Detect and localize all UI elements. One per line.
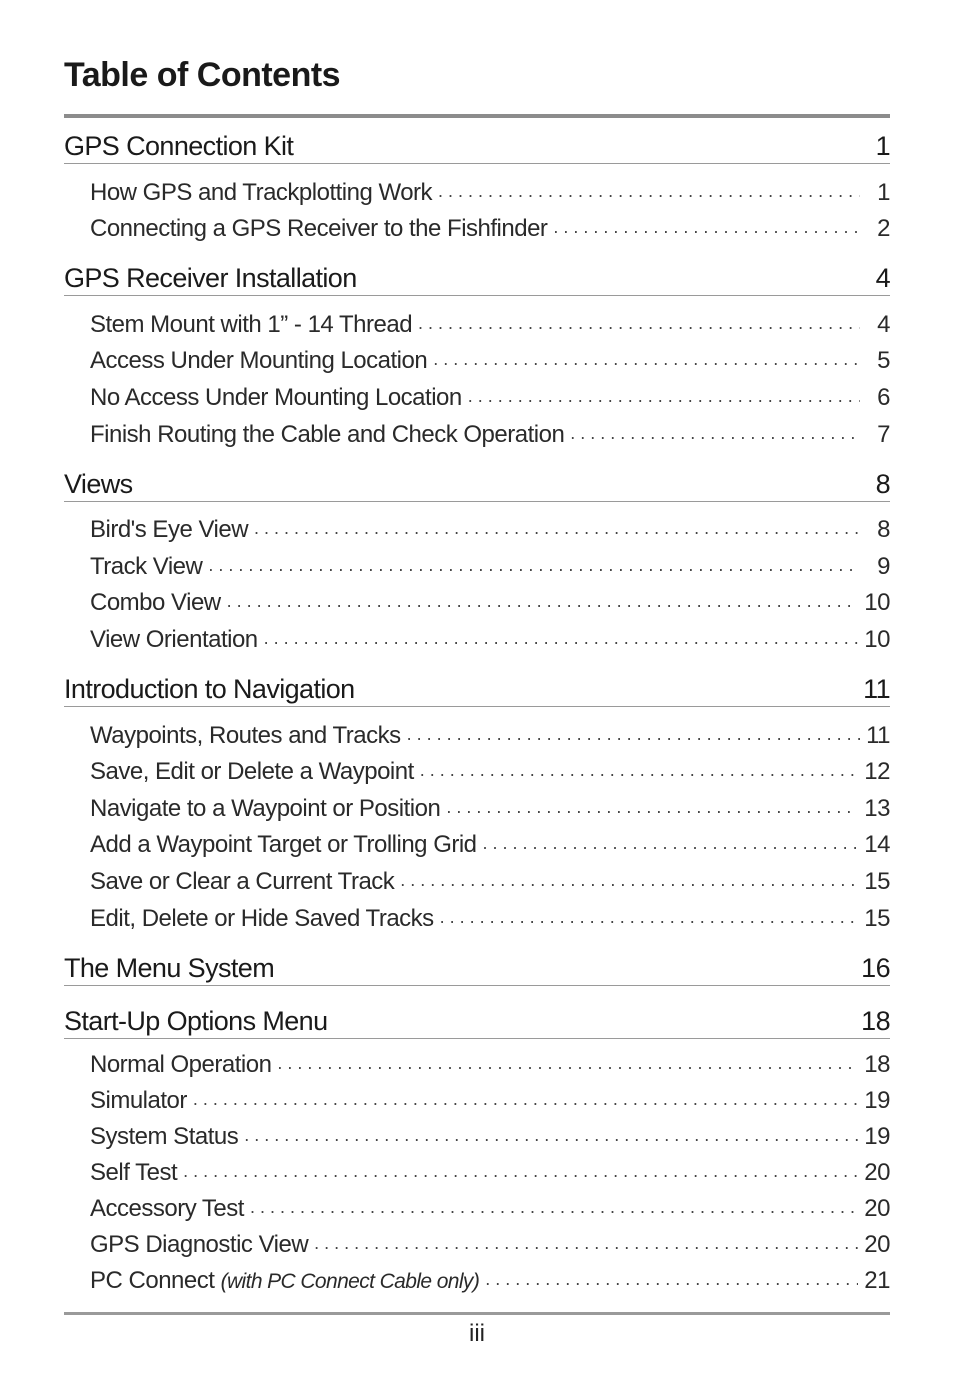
entry-title: Accessory Test [90,1194,244,1222]
entry-title: Combo View [90,589,221,617]
entry-title: System Status [90,1122,239,1150]
toc-section [64,671,890,933]
section-page-number: 18 [861,1005,890,1036]
entry-title: GPS Diagnostic View [90,1230,309,1258]
toc-entry[interactable] [90,1223,890,1259]
dot-leader [264,628,859,649]
entry-title: PC Connect [90,1266,215,1294]
entry-title: Save or Clear a Current Track [90,867,395,895]
entry-label [90,868,394,896]
toc-entry[interactable] [90,302,890,339]
entry-page-number: 8 [877,516,890,544]
entry-page-number: 6 [877,383,890,411]
toc-section [64,128,890,243]
entry-label [90,215,547,243]
entry-label [90,1159,177,1187]
toc-entry[interactable] [90,1259,890,1295]
section-heading[interactable] [64,466,890,502]
toc-entry[interactable] [90,375,890,412]
entry-note: (with PC Connect Cable only) [220,1269,480,1293]
entry-list [64,713,890,933]
toc-entry[interactable] [90,859,890,896]
dot-leader [277,1053,858,1074]
entry-title: No Access Under Mounting Location [90,383,462,411]
section-page-number: 1 [875,131,890,161]
entry-page-number: 4 [877,310,890,338]
toc-section [64,1003,890,1295]
toc-entry[interactable] [90,896,890,933]
title-divider [64,114,890,118]
toc-entry[interactable] [90,508,890,545]
section-page-number: 11 [863,673,890,704]
entry-page-number: 15 [864,867,890,895]
dot-leader [485,1269,858,1290]
dot-leader [570,423,860,444]
entry-page-number: 1 [877,178,890,206]
dot-leader [193,1089,858,1110]
section-page-number: 8 [875,468,890,499]
toc-entry[interactable] [90,581,890,618]
toc-section [64,466,890,654]
toc-entry[interactable] [90,1187,890,1223]
entry-page-number: 9 [877,552,890,580]
section-title: Introduction to Navigation [64,673,355,704]
toc-entry[interactable] [90,713,890,750]
entry-title: View Orientation [90,625,258,653]
dot-leader [244,1125,858,1146]
dot-leader [553,217,860,238]
dot-leader [438,181,860,202]
entry-page-number: 13 [864,794,890,822]
entry-page-number: 10 [864,589,890,617]
dot-leader [400,870,858,891]
entry-page-number: 20 [864,1194,890,1222]
entry-label [90,1087,187,1115]
page-title: Table of Contents [64,56,341,94]
entry-label [90,795,440,823]
entry-page-number: 11 [866,721,890,749]
entry-list [64,1043,890,1295]
entry-label [90,421,564,449]
entry-label [90,1051,271,1079]
table-of-contents [64,128,890,1312]
toc-entry[interactable] [90,1115,890,1151]
entry-title: How GPS and Trackplotting Work [90,178,433,206]
toc-entry[interactable] [90,617,890,654]
page-number: iii [469,1320,485,1347]
entry-label [90,589,221,617]
entry-label [90,1267,479,1295]
entry-page-number: 19 [864,1122,890,1150]
toc-entry[interactable] [90,1043,890,1079]
toc-entry[interactable] [90,412,890,449]
entry-label [90,347,427,375]
toc-section [64,950,890,986]
entry-page-number: 15 [864,904,890,932]
dot-leader [440,907,859,928]
dot-leader [483,833,859,854]
dot-leader [314,1233,858,1254]
dot-leader [250,1197,858,1218]
section-page-number: 16 [861,952,890,983]
entry-label [90,1231,308,1259]
entry-label [90,311,412,339]
entry-title: Self Test [90,1158,178,1186]
section-heading[interactable] [64,950,890,986]
toc-entry[interactable] [90,544,890,581]
dot-leader [418,313,860,334]
entry-title: Navigate to a Waypoint or Position [90,794,441,822]
entry-label [90,626,258,654]
entry-page-number: 2 [877,215,890,243]
entry-title: Finish Routing the Cable and Check Operation [90,420,565,448]
entry-list [64,170,890,243]
entry-list [64,302,890,448]
toc-entry[interactable] [90,170,890,207]
entry-title: Add a Waypoint Target or Trolling Grid [90,831,477,859]
section-title: GPS Connection Kit [64,131,294,161]
entry-title: Track View [90,552,203,580]
dot-leader [433,349,860,370]
entry-page-number: 20 [864,1158,890,1186]
dot-leader [208,555,860,576]
section-title: Views [64,468,133,499]
toc-entry[interactable] [90,750,890,787]
entry-title: Normal Operation [90,1050,272,1078]
section-heading[interactable] [64,1003,890,1039]
entry-label [90,1195,244,1223]
toc-section [64,260,890,448]
dot-leader [407,724,860,745]
entry-title: Simulator [90,1086,187,1114]
entry-title: Save, Edit or Delete a Waypoint [90,758,414,786]
entry-label [90,722,401,750]
entry-title: Edit, Delete or Hide Saved Tracks [90,904,434,932]
section-title: The Menu System [64,952,275,983]
entry-page-number: 7 [877,420,890,448]
section-title: Start-Up Options Menu [64,1005,328,1036]
dot-leader [183,1161,858,1182]
entry-label [90,384,462,412]
entry-title: Connecting a GPS Receiver to the Fishfinder [90,215,548,243]
entry-page-number: 20 [864,1230,890,1258]
toc-entry[interactable] [90,1151,890,1187]
dot-leader [420,760,859,781]
section-heading[interactable] [64,260,890,296]
footer-divider [64,1312,890,1315]
entry-label [90,758,414,786]
dot-leader [468,386,860,407]
toc-entry[interactable] [90,786,890,823]
section-title: GPS Receiver Installation [64,263,357,294]
entry-label [90,516,248,544]
entry-title: Access Under Mounting Location [90,347,428,375]
entry-title: Bird's Eye View [90,516,249,544]
entry-label [90,831,477,859]
toc-entry[interactable] [90,1079,890,1115]
entry-label [90,905,434,933]
entry-page-number: 21 [864,1266,890,1294]
dot-leader [446,797,858,818]
section-heading[interactable] [64,128,890,164]
entry-page-number: 10 [864,625,890,653]
entry-page-number: 5 [877,347,890,375]
entry-page-number: 12 [864,758,890,786]
toc-entry[interactable] [90,207,890,244]
section-heading[interactable] [64,671,890,707]
dot-leader [254,518,860,539]
entry-label [90,553,202,581]
entry-title: Stem Mount with 1” - 14 Thread [90,310,413,338]
entry-list [64,508,890,654]
entry-label [90,1123,238,1151]
entry-page-number: 18 [864,1050,890,1078]
section-page-number: 4 [875,263,890,294]
entry-page-number: 14 [864,831,890,859]
entry-label [90,179,432,207]
toc-entry[interactable] [90,339,890,376]
entry-page-number: 19 [864,1086,890,1114]
dot-leader [227,591,859,612]
toc-entry[interactable] [90,823,890,860]
entry-title: Waypoints, Routes and Tracks [90,721,401,749]
